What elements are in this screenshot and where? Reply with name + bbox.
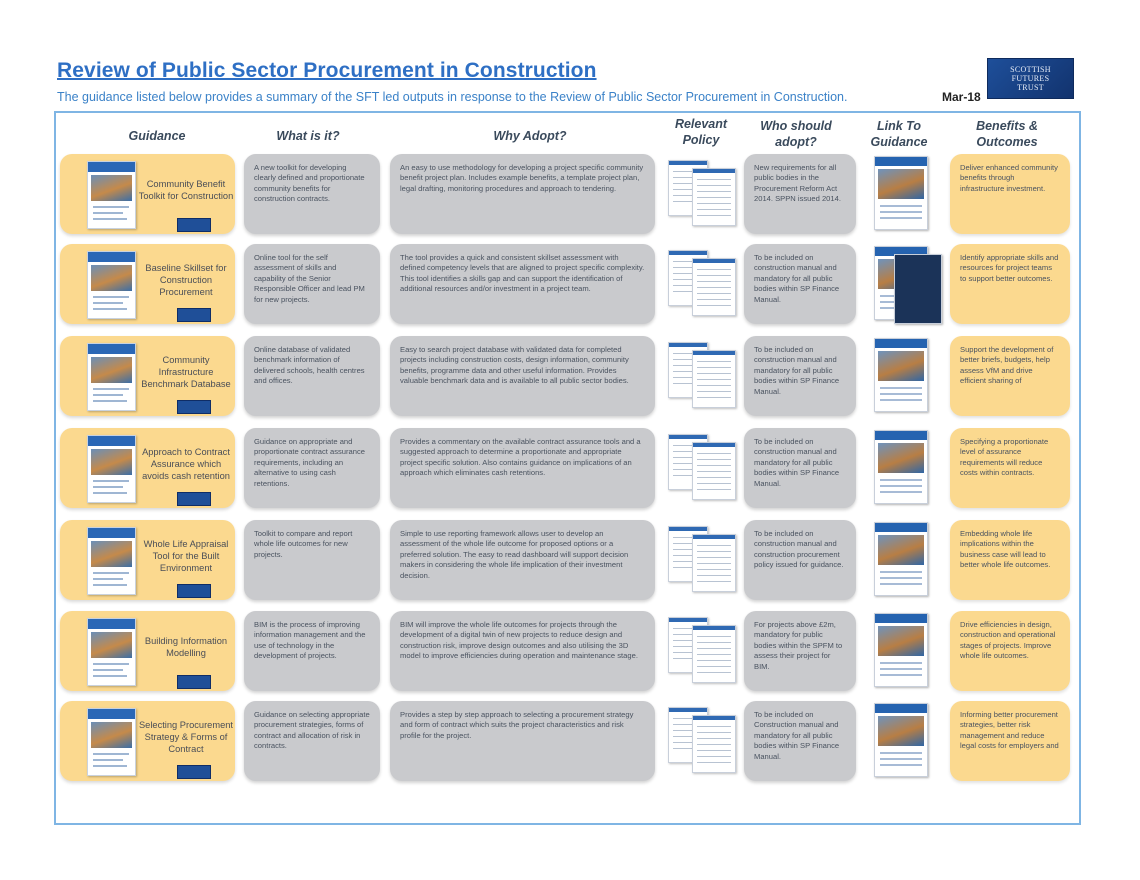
why-cell: An easy to use methodology for developing a project specific community benefit project plan. Includes example benefits, a template project plan, legal drafting, monitoring procedures and approach to tendering.	[390, 154, 655, 234]
guidance-title: Baseline Skillset for Construction Procurement	[145, 263, 227, 297]
sft-badge-icon	[177, 675, 211, 689]
logo-line-2: FUTURES	[1011, 74, 1050, 83]
guidance-thumbnail	[87, 708, 136, 776]
why-cell: The tool provides a quick and consistent skillset assessment with defined competency levels that are aligned to project specific complexity. This tool identifies a skills gap and can support the identification of additional resources and/or investment in a project team.	[390, 244, 655, 324]
sft-badge-icon	[177, 308, 211, 322]
guidance-thumbnail	[87, 618, 136, 686]
what-cell: A new toolkit for developing clearly defined and proportionate community benefits for construction contracts.	[244, 154, 380, 234]
guidance-title: Selecting Procurement Strategy & Forms of Contract	[138, 720, 234, 754]
column-header-who: Who should adopt?	[760, 119, 832, 149]
guidance-card[interactable]	[60, 428, 235, 508]
guidance-thumbnail	[87, 435, 136, 503]
sft-badge-icon	[177, 765, 211, 779]
what-cell: BIM is the process of improving information management and the use of technology in the development of projects.	[244, 611, 380, 691]
guidance-thumbnail	[87, 527, 136, 595]
guidance-card[interactable]	[60, 336, 235, 416]
who-cell: To be included on construction manual and mandatory for all public bodies within SP Finance Manual.	[744, 428, 856, 508]
benefits-cell: Deliver enhanced community benefits through infrastructure investment.	[950, 154, 1070, 234]
column-header-guidance: Guidance	[128, 129, 186, 143]
why-cell: Simple to use reporting framework allows user to develop an assessment of the whole life outcome for proposed options or a preferred solution. The easy to read dashboard will support decision makers in considering the whole life implication of their investment decision.	[390, 520, 655, 600]
benefits-cell: Informing better procurement strategies, better risk management and reduce legal costs for employers and	[950, 701, 1070, 781]
why-cell: Provides a step by step approach to selecting a procurement strategy and form of contract which suits the project characteristics and risk profile for the project.	[390, 701, 655, 781]
benefits-cell: Drive efficiencies in design, construction and operational stages of projects. Improve whole life outcomes.	[950, 611, 1070, 691]
guidance-title: Whole Life Appraisal Tool for the Built Environment	[143, 539, 229, 573]
column-header-why: Why Adopt?	[493, 129, 567, 143]
logo-line-1: SCOTTISH	[1010, 65, 1051, 74]
benefits-cell: Embedding whole life implications within the business case will lead to better whole life outcomes.	[950, 520, 1070, 600]
who-cell: To be included on construction manual and mandatory for all public bodies within SP Finance Manual.	[744, 336, 856, 416]
guidance-thumbnail	[87, 343, 136, 411]
column-header-link: Link To Guidance	[870, 119, 928, 149]
what-cell: Guidance on appropriate and proportionate contract assurance requirements, including an alternative to using cash retentions.	[244, 428, 380, 508]
sft-logo	[987, 58, 1074, 99]
why-cell: BIM will improve the whole life outcomes for projects through the development of a digital twin of new projects to reduce design and construction risk, improve design outcomes and also utilising the 3D model to improve efficiencies during operation and maintenance stage.	[390, 611, 655, 691]
sft-badge-icon	[177, 400, 211, 414]
guidance-card[interactable]	[60, 520, 235, 600]
sft-badge-icon	[177, 218, 211, 232]
guidance-thumbnail	[87, 161, 136, 229]
guidance-card[interactable]	[60, 611, 235, 691]
sft-badge-icon	[177, 492, 211, 506]
column-header-policy: Relevant Policy	[674, 117, 728, 147]
benefits-cell: Identify appropriate skills and resources for project teams to support better outcomes.	[950, 244, 1070, 324]
page-subtitle: The guidance listed below provides a summary of the SFT led outputs in response to the Review of Public Sector Procurement in Construction.	[57, 90, 848, 104]
column-header-what: What is it?	[276, 129, 340, 143]
what-cell: Online tool for the self assessment of skills and capability of the Senior Responsible Officer and lead PM for new projects.	[244, 244, 380, 324]
who-cell: To be included on construction manual and mandatory for all public bodies within SP Finance Manual.	[744, 244, 856, 324]
guidance-title: Approach to Contract Assurance which avoids cash retention	[142, 447, 230, 481]
column-header-benefits: Benefits & Outcomes	[976, 119, 1038, 149]
guidance-card[interactable]	[60, 701, 235, 781]
who-cell: For projects above £2m, mandatory for public bodies within the SPFM to assess their project for BIM.	[744, 611, 856, 691]
why-cell: Easy to search project database with validated data for completed projects including construction costs, design information, community benefits, programme data and other useful information. Provides valuable benchmark data and is available to all public sector bodies.	[390, 336, 655, 416]
guidance-title: Building Information Modelling	[144, 636, 228, 658]
sft-badge-icon	[177, 584, 211, 598]
benefits-cell: Support the development of better briefs, budgets, help assess VfM and drive efficient sharing of	[950, 336, 1070, 416]
who-cell: To be included on Construction manual and mandatory for all public bodies within SP Finance Manual.	[744, 701, 856, 781]
why-cell: Provides a commentary on the available contract assurance tools and a suggested approach to determine a proportionate and appropriate project specific solution. Also contains guidance on implications of an approach which eliminates cash retentions.	[390, 428, 655, 508]
guidance-title: Community Benefit Toolkit for Construction	[138, 179, 234, 201]
guidance-title: Community Infrastructure Benchmark Database	[141, 355, 231, 389]
date-label: Mar-18	[942, 90, 981, 104]
what-cell: Toolkit to compare and report whole life outcomes for new projects.	[244, 520, 380, 600]
what-cell: Guidance on selecting appropriate procurement strategies, forms of contract and allocation of risk in contracts.	[244, 701, 380, 781]
what-cell: Online database of validated benchmark information of delivered schools, health centres and offices.	[244, 336, 380, 416]
benefits-cell: Specifying a proportionate level of assurance requirements will reduce costs within contracts.	[950, 428, 1070, 508]
guidance-card[interactable]	[60, 244, 235, 324]
page-title: Review of Public Sector Procurement in Construction	[57, 59, 597, 82]
guidance-card[interactable]	[60, 154, 235, 234]
who-cell: To be included on construction manual and construction procurement policy issued for guidance.	[744, 520, 856, 600]
guidance-thumbnail	[87, 251, 136, 319]
logo-line-3: TRUST	[1017, 83, 1044, 92]
who-cell: New requirements for all public bodies in the Procurement Reform Act 2014. SPPN issued 2014.	[744, 154, 856, 234]
